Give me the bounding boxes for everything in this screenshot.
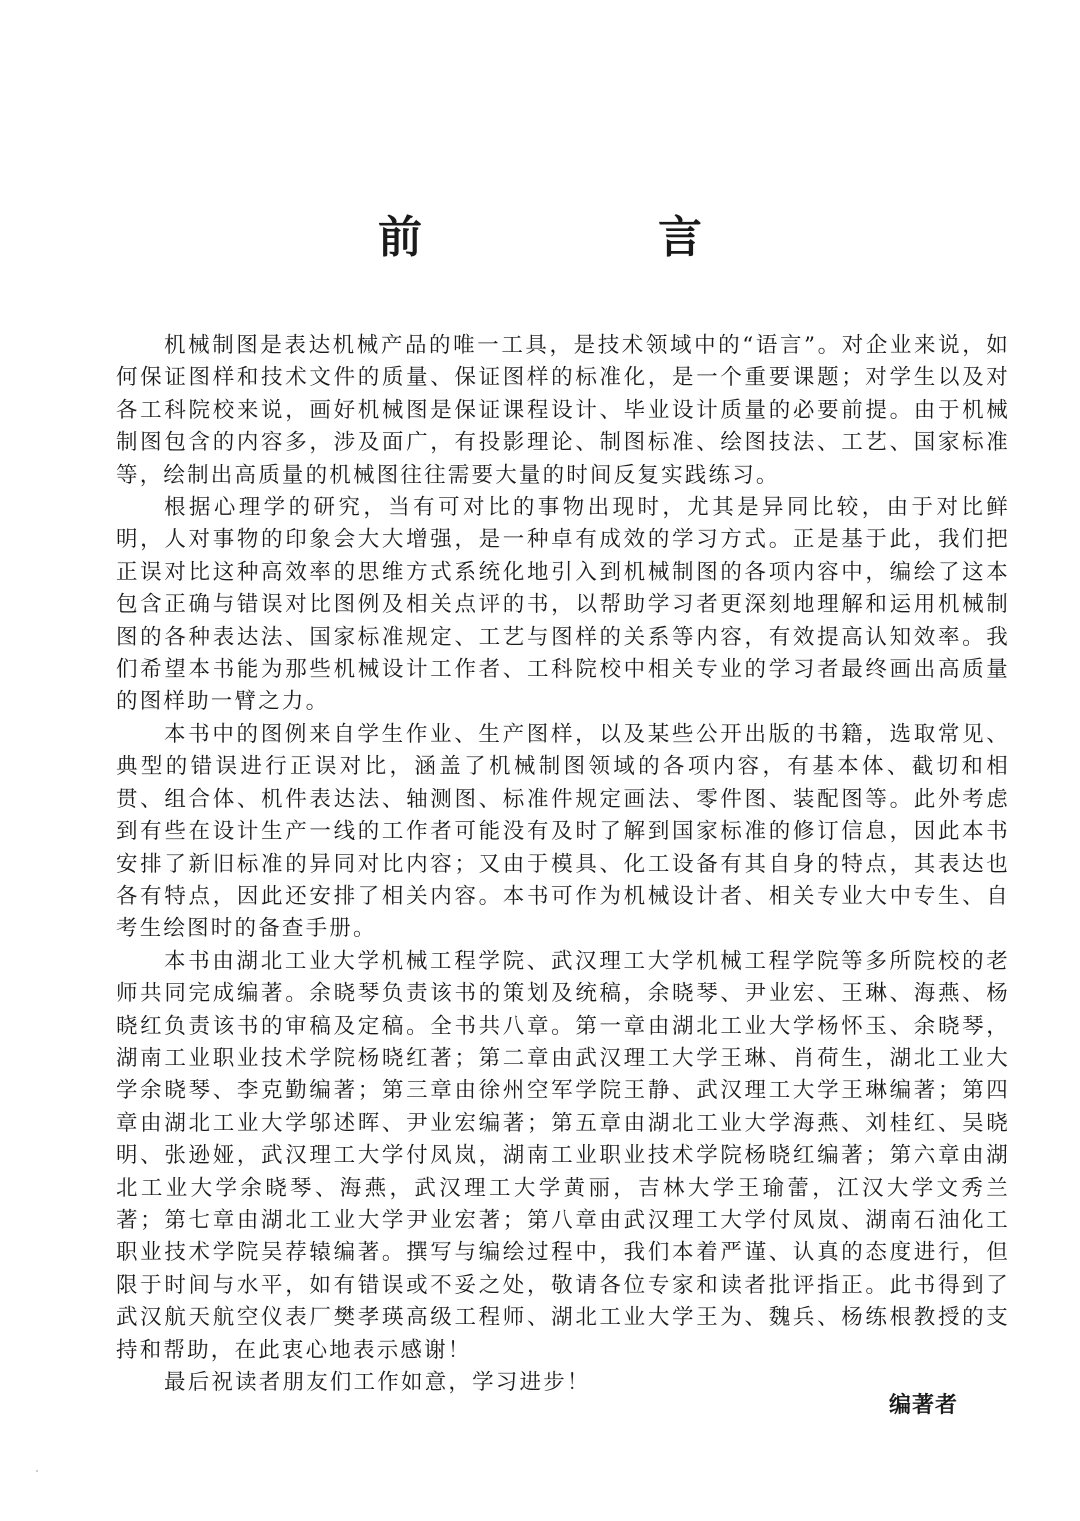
preface-paragraph: 根据心理学的研究，当有可对比的事物出现时，尤其是异同比较，由于对比鲜明，人对事物的印象会大大增强，是一种卓有成效的学习方式。正是基于此，我们把正误对比这种高效率的思维方式系统化地引入到机械制图的各项内容中，编绘了这本包含正确与错误对比图例及相关点评的书，以帮助学习者更深刻地理解和运用机械制图的各种表达法、国家标准规定、工艺与图样的关系等内容，有效提高认知效率。我们希望本书能为那些机械设计工作者、工科院校中相关专业的学习者最终画出高质量的图样助一臂之力。	[116, 495, 1010, 715]
scan-speck	[36, 1470, 38, 1472]
preface-body	[116, 330, 1010, 1399]
preface-paragraph: 机械制图是表达机械产品的唯一工具，是技术领域中的“语言”。对企业来说，如何保证图样和技术文件的质量、保证图样的标准化，是一个重要课题；对学生以及对各工科院校来说，画好机械图是保证课程设计、毕业设计质量的必要前提。由于机械制图包含的内容多，涉及面广，有投影理论、制图标准、绘图技法、工艺、国家标准等，绘制出高质量的机械图往往需要大量的时间反复实践练习。	[116, 333, 1010, 488]
preface-paragraph: 最后祝读者朋友们工作如意，学习进步！	[164, 1370, 591, 1395]
preface-paragraph: 本书由湖北工业大学机械工程学院、武汉理工大学机械工程学院等多所院校的老师共同完成编著。余晓琴负责该书的策划及统稿，余晓琴、尹业宏、王琳、海燕、杨晓红负责该书的审稿及定稿。全书共八章。第一章由湖北工业大学杨怀玉、余晓琴，湖南工业职业技术学院杨晓红著；第二章由武汉理工大学王琳、肖荷生，湖北工业大学余晓琴、李克勤编著；第三章由徐州空军学院王静、武汉理工大学王琳编著；第四章由湖北工业大学邬述晖、尹业宏编著；第五章由湖北工业大学海燕、刘桂红、吴晓明、张逊娅，武汉理工大学付凤岚，湖南工业职业技术学院杨晓红编著；第六章由湖北工业大学余晓琴、海燕，武汉理工大学黄丽，吉林大学王瑜蕾，江汉大学文秀兰著；第七章由湖北工业大学尹业宏著；第八章由武汉理工大学付凤岚、湖南石油化工职业技术学院吴荐辕编著。撰写与编绘过程中，我们本着严谨、认真的态度进行，但限于时间与水平，如有错误或不妥之处，敬请各位专家和读者批评指正。此书得到了武汉航天航空仪表厂樊孝瑛高级工程师、湖北工业大学王为、魏兵、杨练根教授的支持和帮助，在此衷心地表示感谢！	[116, 948, 1010, 1363]
author-signature: 编著者	[888, 1393, 958, 1418]
preface-paragraph: 本书中的图例来自学生作业、生产图样，以及某些公开出版的书籍，选取常见、典型的错误进行正误对比，涵盖了机械制图领域的各项内容，有基本体、截切和相贯、组合体、机件表达法、轴测图、标准件规定画法、零件图、装配图等。此外考虑到有些在设计生产一线的工作者可能没有及时了解到国家标准的修订信息，因此本书安排了新旧标准的异同对比内容；又由于模具、化工设备有其自身的特点，其表达也各有特点，因此还安排了相关内容。本书可作为机械设计者、相关专业大中专生、自考生绘图时的备查手册。	[116, 721, 1010, 942]
page-title: 前 言	[378, 212, 798, 263]
